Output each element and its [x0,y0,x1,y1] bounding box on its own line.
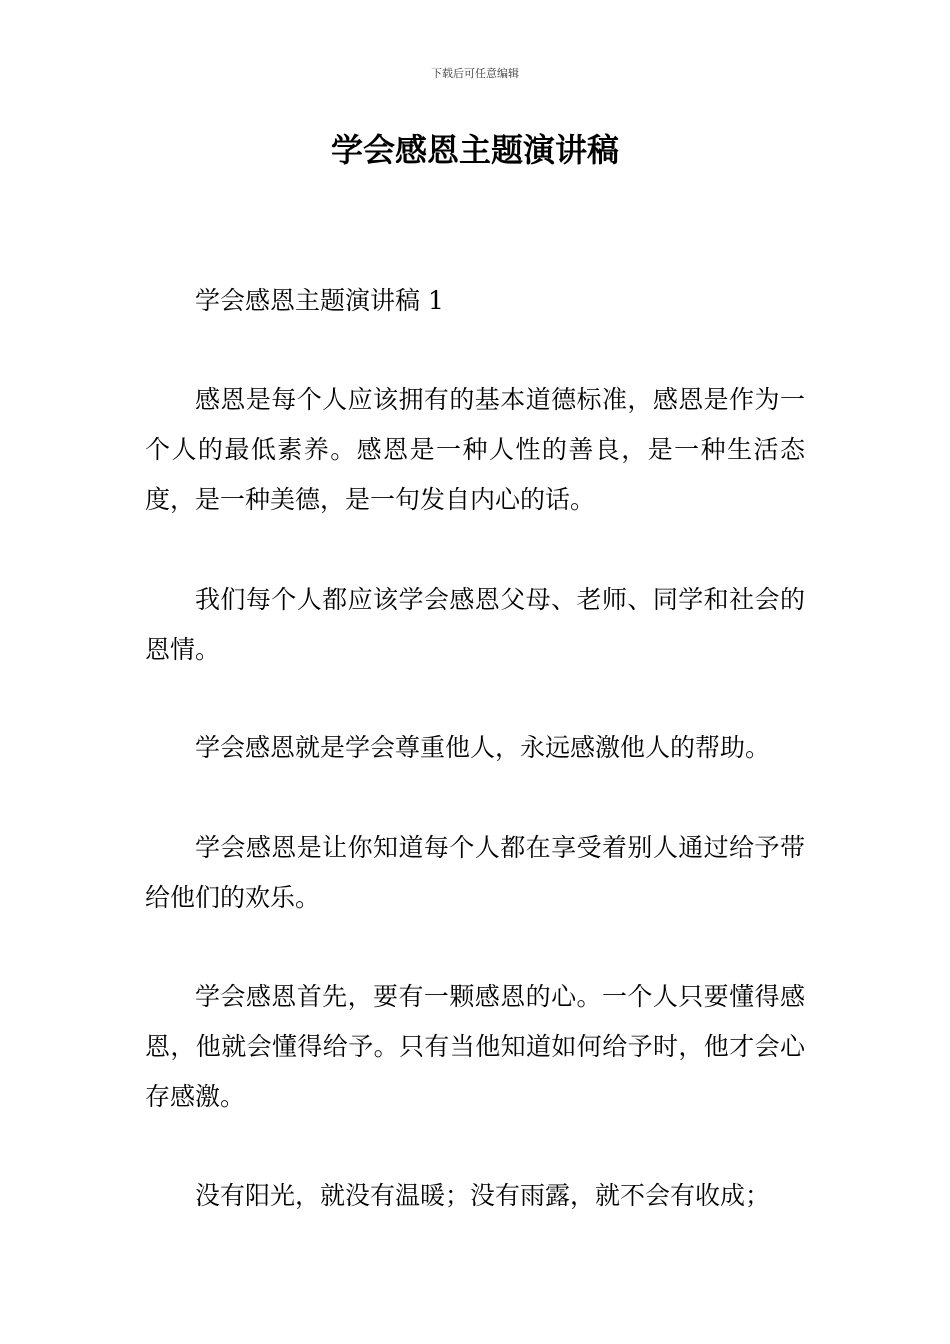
paragraph-6: 没有阳光，就没有温暖；没有雨露，就不会有收成； [195,1181,771,1210]
document-title: 学会感恩主题演讲稿 [330,131,619,169]
header-note: 下载后可任意编辑 [431,67,519,80]
paragraph-4: 学会感恩是让你知道每个人都在享受着别人通过给予带给他们的欢乐。 [145,833,805,912]
paragraph-3: 学会感恩就是学会尊重他人，永远感激他人的帮助。 [195,733,771,762]
section-heading: 学会感恩主题演讲稿 1 [195,286,444,315]
paragraph-5: 学会感恩首先，要有一颗感恩的心。一个人只要懂得感恩，他就会懂得给予。只有当他知道如何给予时，他才会心存感激。 [145,982,805,1111]
paragraph-1: 感恩是每个人应该拥有的基本道德标准，感恩是作为一个人的最低素养。感恩是一种人性的善良，是一种生活态度，是一种美德，是一句发自内心的话。 [145,385,805,514]
paragraph-2: 我们每个人都应该学会感恩父母、老师、同学和社会的恩情。 [145,585,805,664]
